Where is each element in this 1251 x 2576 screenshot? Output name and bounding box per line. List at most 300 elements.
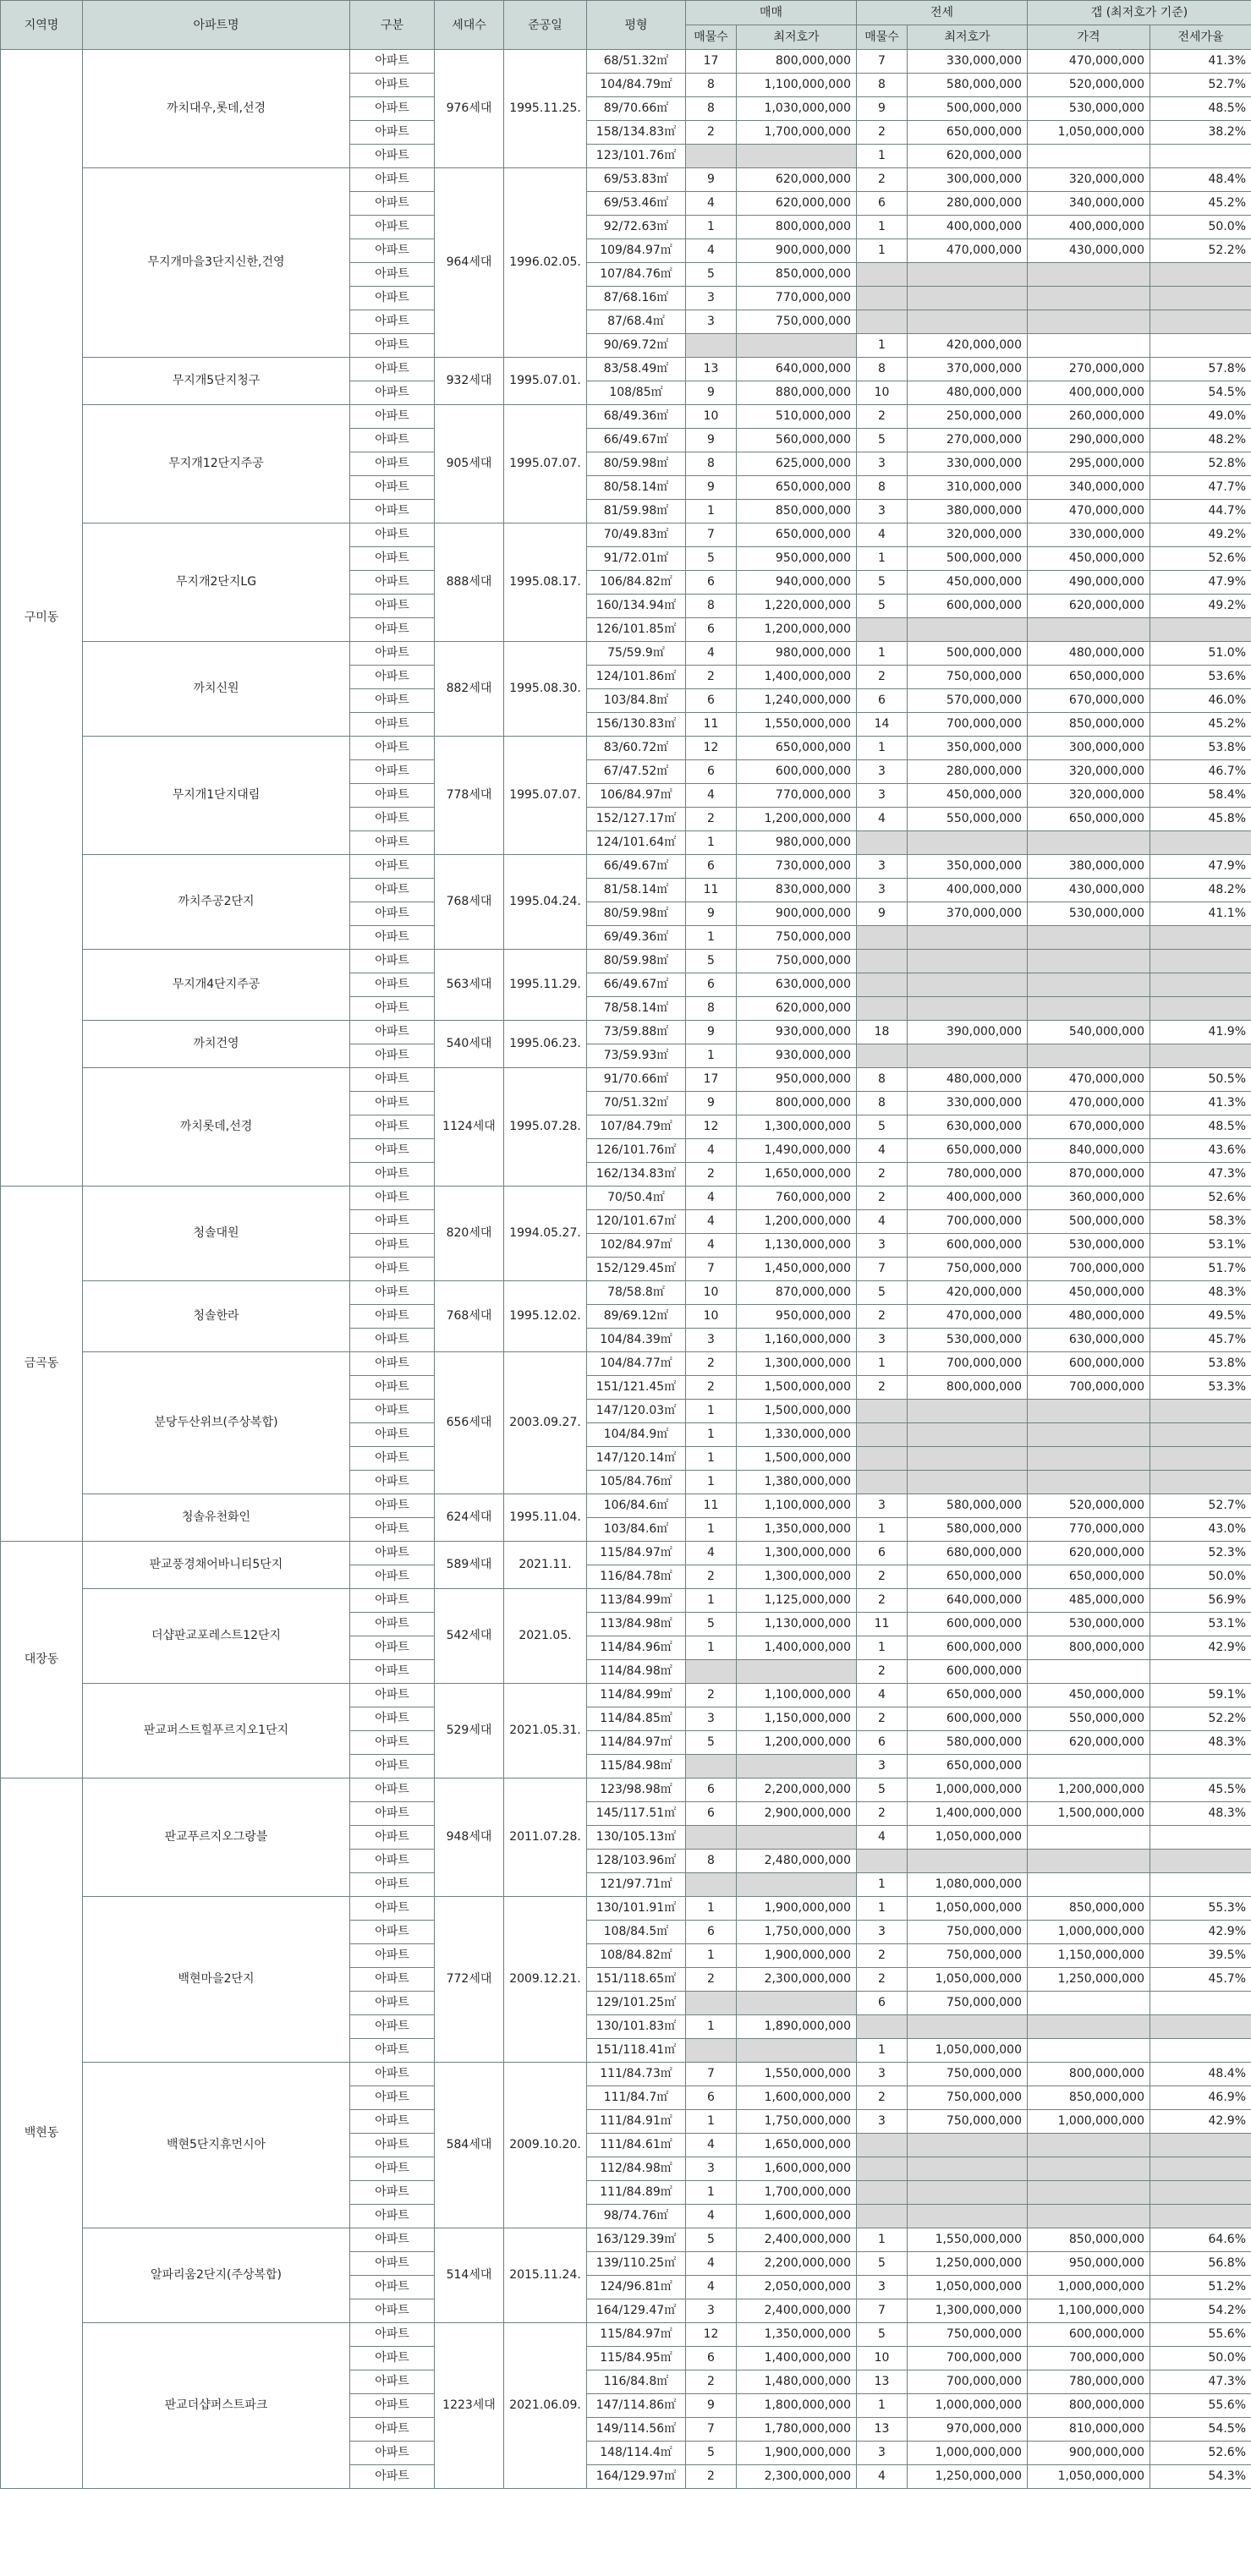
type-cell: 아파트 xyxy=(350,1400,435,1423)
sale-price-cell: 850,000,000 xyxy=(737,500,857,523)
jeonse-price-cell: 400,000,000 xyxy=(908,879,1028,902)
households-cell: 778세대 xyxy=(435,737,504,855)
sale-count-cell: 4 xyxy=(686,239,737,263)
sale-price-cell: 1,100,000,000 xyxy=(737,74,857,97)
gap-price-cell: 470,000,000 xyxy=(1028,1068,1150,1092)
sale-count-cell: 3 xyxy=(686,1707,737,1731)
sale-price-cell: 1,600,000,000 xyxy=(737,2205,857,2228)
sale-count-cell: 1 xyxy=(686,216,737,239)
jeonse-price-cell: 680,000,000 xyxy=(908,1542,1028,1565)
type-cell: 아파트 xyxy=(350,926,435,950)
gap-ratio-cell: 50.5% xyxy=(1150,1068,1251,1092)
area-cell: 106/84.82㎡ xyxy=(587,571,686,595)
sale-count-cell: 10 xyxy=(686,405,737,429)
gap-ratio-cell xyxy=(1150,1826,1251,1850)
sale-count-cell xyxy=(686,2039,737,2063)
households-cell: 563세대 xyxy=(435,950,504,1021)
jeonse-price-cell: 580,000,000 xyxy=(908,1494,1028,1518)
jeonse-price-cell: 1,250,000,000 xyxy=(908,2465,1028,2489)
area-cell: 83/58.49㎡ xyxy=(587,358,686,381)
sale-price-cell: 625,000,000 xyxy=(737,452,857,476)
gap-ratio-cell: 59.1% xyxy=(1150,1684,1251,1707)
sale-count-cell: 1 xyxy=(686,1447,737,1471)
jeonse-count-cell: 8 xyxy=(857,358,908,381)
gap-ratio-cell: 52.6% xyxy=(1150,547,1251,571)
sale-count-cell: 4 xyxy=(686,2276,737,2299)
area-cell: 148/114.4㎡ xyxy=(587,2442,686,2465)
jeonse-count-cell: 1 xyxy=(857,737,908,760)
jeonse-price-cell: 500,000,000 xyxy=(908,97,1028,121)
gap-price-cell xyxy=(1028,287,1150,310)
jeonse-price-cell: 470,000,000 xyxy=(908,239,1028,263)
jeonse-price-cell xyxy=(908,1423,1028,1447)
jeonse-count-cell xyxy=(857,973,908,997)
jeonse-count-cell: 2 xyxy=(857,121,908,145)
sale-price-cell: 850,000,000 xyxy=(737,263,857,287)
gap-ratio-cell: 54.2% xyxy=(1150,2299,1251,2323)
jeonse-count-cell: 5 xyxy=(857,571,908,595)
area-cell: 98/74.76㎡ xyxy=(587,2205,686,2228)
type-cell: 아파트 xyxy=(350,1518,435,1542)
sale-count-cell: 2 xyxy=(686,1376,737,1400)
jeonse-price-cell: 280,000,000 xyxy=(908,760,1028,784)
sale-count-cell: 9 xyxy=(686,2394,737,2418)
gap-ratio-cell: 56.9% xyxy=(1150,1589,1251,1613)
jeonse-price-cell xyxy=(908,950,1028,973)
sale-price-cell: 1,330,000,000 xyxy=(737,1423,857,1447)
sale-price-cell: 1,750,000,000 xyxy=(737,1921,857,1944)
jeonse-count-cell: 3 xyxy=(857,2276,908,2299)
gap-price-cell xyxy=(1028,1850,1150,1873)
jeonse-count-cell: 13 xyxy=(857,2418,908,2442)
gap-price-cell xyxy=(1028,1826,1150,1850)
sale-price-cell: 2,300,000,000 xyxy=(737,2465,857,2489)
jeonse-count-cell: 8 xyxy=(857,74,908,97)
gap-price-cell: 950,000,000 xyxy=(1028,2252,1150,2276)
type-cell: 아파트 xyxy=(350,1542,435,1565)
type-cell: 아파트 xyxy=(350,334,435,358)
sale-count-cell: 2 xyxy=(686,808,737,831)
sale-price-cell: 650,000,000 xyxy=(737,737,857,760)
type-cell: 아파트 xyxy=(350,168,435,192)
area-cell: 109/84.97㎡ xyxy=(587,239,686,263)
sale-price-cell: 1,400,000,000 xyxy=(737,1636,857,1660)
jeonse-price-cell: 550,000,000 xyxy=(908,808,1028,831)
sale-price-cell: 1,300,000,000 xyxy=(737,1542,857,1565)
gap-price-cell: 850,000,000 xyxy=(1028,2228,1150,2252)
jeonse-count-cell xyxy=(857,1400,908,1423)
sale-count-cell: 12 xyxy=(686,737,737,760)
jeonse-price-cell: 310,000,000 xyxy=(908,476,1028,500)
table-row xyxy=(1,1684,1251,1707)
sale-count-cell: 1 xyxy=(686,2015,737,2039)
type-cell: 아파트 xyxy=(350,476,435,500)
gap-ratio-cell: 43.0% xyxy=(1150,1518,1251,1542)
gap-ratio-cell: 46.9% xyxy=(1150,2086,1251,2110)
sale-count-cell: 9 xyxy=(686,1021,737,1044)
type-cell: 아파트 xyxy=(350,1755,435,1779)
area-cell: 73/59.93㎡ xyxy=(587,1044,686,1068)
gap-ratio-cell: 45.2% xyxy=(1150,192,1251,216)
completed-cell: 1995.06.23. xyxy=(504,1021,587,1068)
area-cell: 114/84.96㎡ xyxy=(587,1636,686,1660)
jeonse-count-cell: 1 xyxy=(857,1518,908,1542)
sale-price-cell: 630,000,000 xyxy=(737,973,857,997)
jeonse-count-cell xyxy=(857,997,908,1021)
sale-price-cell: 1,500,000,000 xyxy=(737,1376,857,1400)
jeonse-count-cell: 3 xyxy=(857,760,908,784)
type-cell: 아파트 xyxy=(350,1021,435,1044)
sale-price-cell: 1,160,000,000 xyxy=(737,1329,857,1352)
sale-count-cell: 8 xyxy=(686,97,737,121)
jeonse-price-cell: 350,000,000 xyxy=(908,737,1028,760)
gap-ratio-cell: 45.7% xyxy=(1150,1968,1251,1992)
jeonse-count-cell: 3 xyxy=(857,855,908,879)
gap-ratio-cell: 42.9% xyxy=(1150,2110,1251,2134)
sale-count-cell: 17 xyxy=(686,1068,737,1092)
gap-price-cell xyxy=(1028,1992,1150,2015)
jeonse-price-cell: 580,000,000 xyxy=(908,1518,1028,1542)
gap-ratio-cell: 57.8% xyxy=(1150,358,1251,381)
jeonse-count-cell: 3 xyxy=(857,2442,908,2465)
sale-count-cell: 3 xyxy=(686,310,737,334)
households-cell: 905세대 xyxy=(435,405,504,523)
gap-ratio-cell: 47.3% xyxy=(1150,1163,1251,1187)
gap-price-cell: 850,000,000 xyxy=(1028,713,1150,737)
sale-price-cell: 1,130,000,000 xyxy=(737,1234,857,1258)
type-cell: 아파트 xyxy=(350,571,435,595)
type-cell: 아파트 xyxy=(350,1305,435,1329)
gap-price-cell: 670,000,000 xyxy=(1028,689,1150,713)
type-cell: 아파트 xyxy=(350,405,435,429)
gap-ratio-cell xyxy=(1150,950,1251,973)
gap-ratio-cell xyxy=(1150,1873,1251,1897)
jeonse-count-cell: 1 xyxy=(857,1873,908,1897)
jeonse-price-cell: 750,000,000 xyxy=(908,1258,1028,1281)
sale-price-cell: 770,000,000 xyxy=(737,784,857,808)
area-cell: 80/59.98㎡ xyxy=(587,902,686,926)
area-cell: 158/134.83㎡ xyxy=(587,121,686,145)
jeonse-price-cell: 700,000,000 xyxy=(908,1352,1028,1376)
area-cell: 121/97.71㎡ xyxy=(587,1873,686,1897)
sale-count-cell: 9 xyxy=(686,902,737,926)
type-cell: 아파트 xyxy=(350,1707,435,1731)
jeonse-count-cell: 14 xyxy=(857,713,908,737)
gap-price-cell: 650,000,000 xyxy=(1028,666,1150,689)
area-cell: 151/118.65㎡ xyxy=(587,1968,686,1992)
jeonse-price-cell: 630,000,000 xyxy=(908,1115,1028,1139)
jeonse-price-cell: 330,000,000 xyxy=(908,1092,1028,1115)
header-area: 평형 xyxy=(587,1,686,50)
area-cell: 164/129.97㎡ xyxy=(587,2465,686,2489)
sale-price-cell: 1,600,000,000 xyxy=(737,2157,857,2181)
type-cell: 아파트 xyxy=(350,808,435,831)
gap-price-cell: 470,000,000 xyxy=(1028,50,1150,74)
sale-price-cell: 750,000,000 xyxy=(737,926,857,950)
gap-ratio-cell: 49.5% xyxy=(1150,1305,1251,1329)
area-cell: 78/58.14㎡ xyxy=(587,997,686,1021)
region-name: 구미동 xyxy=(1,50,83,1187)
type-cell: 아파트 xyxy=(350,1873,435,1897)
sale-price-cell: 1,300,000,000 xyxy=(737,1565,857,1589)
completed-cell: 1995.07.28. xyxy=(504,1068,587,1187)
gap-price-cell xyxy=(1028,1400,1150,1423)
jeonse-price-cell: 750,000,000 xyxy=(908,2063,1028,2086)
gap-ratio-cell xyxy=(1150,618,1251,642)
jeonse-price-cell xyxy=(908,2181,1028,2205)
type-cell: 아파트 xyxy=(350,2299,435,2323)
jeonse-count-cell: 5 xyxy=(857,1281,908,1305)
type-cell: 아파트 xyxy=(350,997,435,1021)
area-cell: 147/120.14㎡ xyxy=(587,1447,686,1471)
type-cell: 아파트 xyxy=(350,595,435,618)
table-row xyxy=(1,1897,1251,1921)
sale-count-cell: 8 xyxy=(686,452,737,476)
table-row xyxy=(1,737,1251,760)
sale-price-cell: 880,000,000 xyxy=(737,381,857,405)
gap-ratio-cell: 49.2% xyxy=(1150,523,1251,547)
sale-count-cell: 6 xyxy=(686,1802,737,1826)
type-cell: 아파트 xyxy=(350,547,435,571)
jeonse-count-cell: 8 xyxy=(857,1092,908,1115)
jeonse-price-cell: 650,000,000 xyxy=(908,1139,1028,1163)
sale-price-cell: 1,150,000,000 xyxy=(737,1707,857,1731)
jeonse-price-cell: 1,000,000,000 xyxy=(908,2394,1028,2418)
gap-price-cell: 800,000,000 xyxy=(1028,1636,1150,1660)
households-cell: 540세대 xyxy=(435,1021,504,1068)
jeonse-price-cell: 400,000,000 xyxy=(908,216,1028,239)
gap-price-cell: 530,000,000 xyxy=(1028,1234,1150,1258)
area-cell: 126/101.85㎡ xyxy=(587,618,686,642)
jeonse-price-cell: 700,000,000 xyxy=(908,1210,1028,1234)
area-cell: 151/118.41㎡ xyxy=(587,2039,686,2063)
complex-name: 까치신원 xyxy=(83,642,350,737)
jeonse-count-cell: 1 xyxy=(857,334,908,358)
gap-ratio-cell: 56.8% xyxy=(1150,2252,1251,2276)
gap-price-cell: 340,000,000 xyxy=(1028,192,1150,216)
sale-count-cell: 6 xyxy=(686,855,737,879)
gap-ratio-cell: 53.1% xyxy=(1150,1234,1251,1258)
area-cell: 128/103.96㎡ xyxy=(587,1850,686,1873)
jeonse-count-cell: 3 xyxy=(857,1921,908,1944)
sale-count-cell: 4 xyxy=(686,2205,737,2228)
sale-count-cell: 11 xyxy=(686,713,737,737)
jeonse-count-cell xyxy=(857,287,908,310)
type-cell: 아파트 xyxy=(350,1636,435,1660)
header-sale-price: 최저호가 xyxy=(737,25,857,50)
type-cell: 아파트 xyxy=(350,1731,435,1755)
gap-ratio-cell: 52.8% xyxy=(1150,452,1251,476)
area-cell: 70/51.32㎡ xyxy=(587,1092,686,1115)
gap-price-cell: 400,000,000 xyxy=(1028,216,1150,239)
sale-price-cell: 1,900,000,000 xyxy=(737,1897,857,1921)
table-row xyxy=(1,2228,1251,2252)
jeonse-price-cell: 620,000,000 xyxy=(908,145,1028,168)
gap-ratio-cell: 41.9% xyxy=(1150,1021,1251,1044)
jeonse-count-cell: 2 xyxy=(857,405,908,429)
jeonse-count-cell: 2 xyxy=(857,2086,908,2110)
gap-price-cell xyxy=(1028,263,1150,287)
gap-price-cell: 850,000,000 xyxy=(1028,1897,1150,1921)
type-cell: 아파트 xyxy=(350,2157,435,2181)
gap-ratio-cell: 41.1% xyxy=(1150,902,1251,926)
jeonse-count-cell xyxy=(857,1447,908,1471)
gap-price-cell: 380,000,000 xyxy=(1028,855,1150,879)
gap-ratio-cell: 53.3% xyxy=(1150,1376,1251,1400)
completed-cell: 1995.04.24. xyxy=(504,855,587,950)
table-row xyxy=(1,1352,1251,1376)
jeonse-price-cell: 600,000,000 xyxy=(908,1660,1028,1684)
sale-price-cell: 800,000,000 xyxy=(737,50,857,74)
sale-count-cell: 6 xyxy=(686,2347,737,2370)
households-cell: 882세대 xyxy=(435,642,504,737)
sale-count-cell: 2 xyxy=(686,1968,737,1992)
gap-price-cell: 290,000,000 xyxy=(1028,429,1150,452)
gap-ratio-cell: 48.5% xyxy=(1150,97,1251,121)
gap-ratio-cell: 44.7% xyxy=(1150,500,1251,523)
table-row xyxy=(1,168,1251,192)
area-cell: 91/72.01㎡ xyxy=(587,547,686,571)
jeonse-price-cell: 480,000,000 xyxy=(908,381,1028,405)
gap-ratio-cell: 48.5% xyxy=(1150,1115,1251,1139)
sale-price-cell: 510,000,000 xyxy=(737,405,857,429)
type-cell: 아파트 xyxy=(350,429,435,452)
gap-price-cell: 800,000,000 xyxy=(1028,2063,1150,2086)
table-row xyxy=(1,950,1251,973)
jeonse-count-cell xyxy=(857,2181,908,2205)
type-cell: 아파트 xyxy=(350,1897,435,1921)
gap-price-cell: 470,000,000 xyxy=(1028,1092,1150,1115)
households-cell: 888세대 xyxy=(435,523,504,642)
sale-price-cell: 730,000,000 xyxy=(737,855,857,879)
sale-count-cell: 2 xyxy=(686,666,737,689)
type-cell: 아파트 xyxy=(350,310,435,334)
complex-name: 분당두산위브(주상복합) xyxy=(83,1352,350,1494)
gap-price-cell xyxy=(1028,973,1150,997)
sale-count-cell: 1 xyxy=(686,1423,737,1447)
gap-ratio-cell: 47.3% xyxy=(1150,2370,1251,2394)
area-cell: 67/47.52㎡ xyxy=(587,760,686,784)
jeonse-price-cell: 370,000,000 xyxy=(908,358,1028,381)
jeonse-count-cell: 6 xyxy=(857,1992,908,2015)
sale-price-cell: 1,240,000,000 xyxy=(737,689,857,713)
sale-count-cell: 8 xyxy=(686,1850,737,1873)
area-cell: 108/84.82㎡ xyxy=(587,1944,686,1968)
jeonse-price-cell xyxy=(908,2134,1028,2157)
complex-name: 까치건영 xyxy=(83,1021,350,1068)
jeonse-count-cell: 2 xyxy=(857,1187,908,1210)
table-row xyxy=(1,1494,1251,1518)
jeonse-price-cell xyxy=(908,1447,1028,1471)
jeonse-count-cell xyxy=(857,618,908,642)
sale-price-cell: 1,900,000,000 xyxy=(737,2442,857,2465)
sale-count-cell: 6 xyxy=(686,689,737,713)
jeonse-count-cell: 8 xyxy=(857,1068,908,1092)
gap-ratio-cell xyxy=(1150,1447,1251,1471)
jeonse-price-cell: 450,000,000 xyxy=(908,784,1028,808)
area-cell: 160/134.94㎡ xyxy=(587,595,686,618)
jeonse-price-cell: 330,000,000 xyxy=(908,452,1028,476)
sale-count-cell: 6 xyxy=(686,760,737,784)
gap-price-cell xyxy=(1028,926,1150,950)
sale-price-cell: 1,700,000,000 xyxy=(737,121,857,145)
gap-price-cell xyxy=(1028,618,1150,642)
gap-ratio-cell xyxy=(1150,2039,1251,2063)
completed-cell: 1995.08.17. xyxy=(504,523,587,642)
gap-price-cell: 485,000,000 xyxy=(1028,1589,1150,1613)
sale-count-cell: 2 xyxy=(686,2370,737,2394)
gap-ratio-cell: 39.5% xyxy=(1150,1944,1251,1968)
gap-ratio-cell: 46.7% xyxy=(1150,760,1251,784)
area-cell: 103/84.6㎡ xyxy=(587,1518,686,1542)
jeonse-price-cell xyxy=(908,1850,1028,1873)
complex-name: 판교퍼스트힐푸르지오1단지 xyxy=(83,1684,350,1779)
type-cell: 아파트 xyxy=(350,1802,435,1826)
jeonse-price-cell: 1,050,000,000 xyxy=(908,2276,1028,2299)
sale-count-cell: 6 xyxy=(686,571,737,595)
sale-count-cell: 4 xyxy=(686,1542,737,1565)
gap-price-cell: 450,000,000 xyxy=(1028,547,1150,571)
households-cell: 768세대 xyxy=(435,1281,504,1352)
sale-price-cell: 800,000,000 xyxy=(737,1092,857,1115)
type-cell: 아파트 xyxy=(350,973,435,997)
gap-price-cell: 780,000,000 xyxy=(1028,2370,1150,2394)
gap-price-cell: 320,000,000 xyxy=(1028,760,1150,784)
jeonse-price-cell xyxy=(908,310,1028,334)
gap-price-cell: 430,000,000 xyxy=(1028,239,1150,263)
gap-price-cell: 870,000,000 xyxy=(1028,1163,1150,1187)
sale-price-cell: 2,200,000,000 xyxy=(737,2252,857,2276)
table-row xyxy=(1,2323,1251,2347)
gap-price-cell: 530,000,000 xyxy=(1028,902,1150,926)
gap-ratio-cell: 45.2% xyxy=(1150,713,1251,737)
gap-ratio-cell: 48.4% xyxy=(1150,168,1251,192)
table-row xyxy=(1,1187,1251,1210)
sale-count-cell: 5 xyxy=(686,2442,737,2465)
jeonse-price-cell: 420,000,000 xyxy=(908,334,1028,358)
gap-price-cell xyxy=(1028,2015,1150,2039)
type-cell: 아파트 xyxy=(350,1139,435,1163)
sale-count-cell: 1 xyxy=(686,1897,737,1921)
sale-price-cell: 1,900,000,000 xyxy=(737,1944,857,1968)
type-cell: 아파트 xyxy=(350,666,435,689)
households-cell: 514세대 xyxy=(435,2228,504,2323)
sale-price-cell: 1,450,000,000 xyxy=(737,1258,857,1281)
jeonse-price-cell: 750,000,000 xyxy=(908,666,1028,689)
completed-cell: 1994.05.27. xyxy=(504,1187,587,1281)
sale-count-cell: 4 xyxy=(686,1187,737,1210)
gap-ratio-cell: 43.6% xyxy=(1150,1139,1251,1163)
sale-price-cell: 1,100,000,000 xyxy=(737,1494,857,1518)
sale-count-cell: 10 xyxy=(686,1281,737,1305)
jeonse-price-cell: 470,000,000 xyxy=(908,1305,1028,1329)
jeonse-price-cell: 700,000,000 xyxy=(908,713,1028,737)
jeonse-price-cell: 750,000,000 xyxy=(908,2323,1028,2347)
gap-ratio-cell: 45.7% xyxy=(1150,1329,1251,1352)
type-cell: 아파트 xyxy=(350,737,435,760)
gap-price-cell: 470,000,000 xyxy=(1028,500,1150,523)
sale-price-cell: 1,480,000,000 xyxy=(737,2370,857,2394)
sale-price-cell: 1,380,000,000 xyxy=(737,1471,857,1494)
area-cell: 87/68.16㎡ xyxy=(587,287,686,310)
area-cell: 113/84.99㎡ xyxy=(587,1589,686,1613)
gap-ratio-cell: 45.5% xyxy=(1150,1779,1251,1802)
jeonse-count-cell: 5 xyxy=(857,1779,908,1802)
completed-cell: 1995.11.25. xyxy=(504,50,587,168)
jeonse-count-cell: 1 xyxy=(857,547,908,571)
type-cell: 아파트 xyxy=(350,500,435,523)
jeonse-price-cell: 450,000,000 xyxy=(908,571,1028,595)
